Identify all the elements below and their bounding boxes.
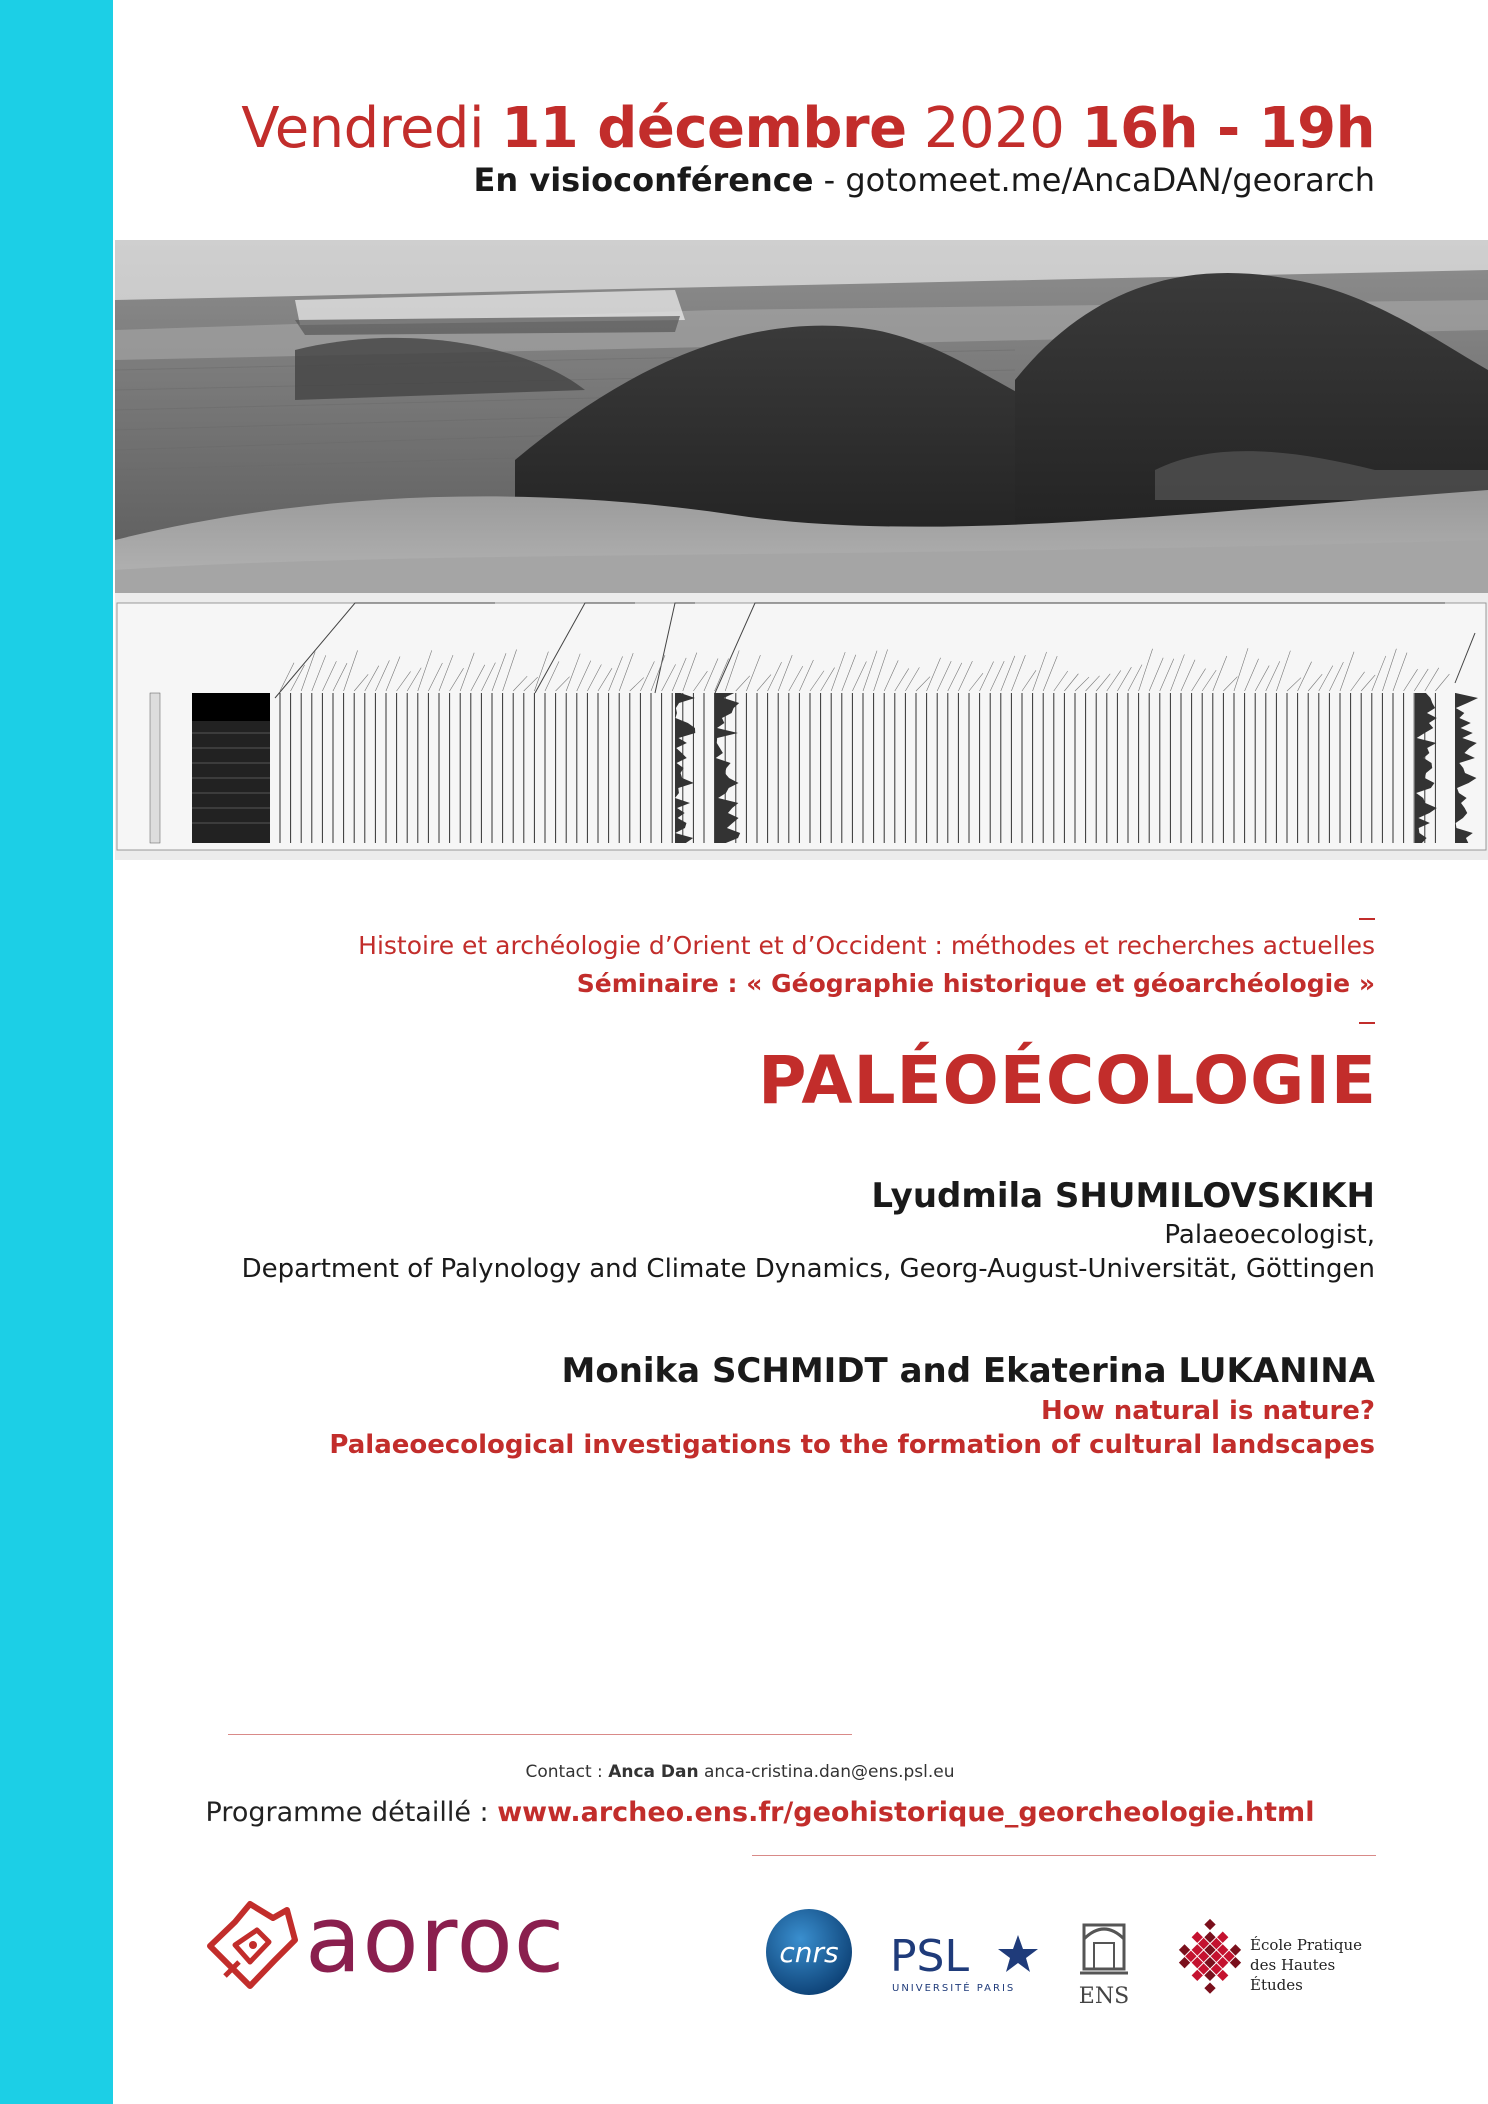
psl-logo-subtitle: UNIVERSITÉ PARIS xyxy=(892,1983,1016,1994)
meeting-link[interactable]: gotomeet.me/AncaDAN/georarch xyxy=(845,161,1375,199)
contact-line xyxy=(300,1760,1180,1784)
talk-title-line1: How natural is nature? xyxy=(1041,1396,1375,1426)
divider-dash-top xyxy=(1359,918,1375,920)
ephe-logo-text xyxy=(1250,1935,1380,1995)
event-date: 11 décembre xyxy=(501,96,907,161)
aoroc-logo-text: aoroc xyxy=(305,1886,566,1993)
seminar-title: Séminaire : « Géographie historique et géoarchéologie » xyxy=(576,969,1375,998)
event-date-line xyxy=(150,96,1375,162)
ens-logo-text: ENS xyxy=(1078,1984,1130,2009)
mode-separator: - xyxy=(813,161,846,199)
cnrs-logo-text: cnrs xyxy=(779,1936,839,1969)
ens-logo xyxy=(1072,1915,1142,2010)
program-url-link[interactable]: www.archeo.ens.fr/geohistorique_georcheologie.html xyxy=(497,1797,1315,1828)
program-line xyxy=(160,1795,1360,1831)
landscape-photo xyxy=(115,240,1488,593)
ephe-line2: des Hautes Études xyxy=(1250,1956,1336,1994)
program-label: Programme détaillé : xyxy=(205,1797,498,1828)
event-year: 2020 xyxy=(906,96,1082,161)
rule-right xyxy=(752,1855,1376,1856)
pollen-diagram xyxy=(115,593,1488,860)
divider-dash-bottom xyxy=(1359,1022,1375,1024)
pollen-diagram-svg xyxy=(115,593,1488,860)
psl-logo xyxy=(890,1925,1040,2005)
psl-logo-text: PSL xyxy=(890,1931,969,1982)
rule-left xyxy=(228,1734,852,1735)
cnrs-logo xyxy=(764,1907,854,1997)
event-day: Vendredi xyxy=(241,96,502,161)
ephe-line1: École Pratique xyxy=(1250,1936,1362,1954)
main-title: PALÉOÉCOLOGIE xyxy=(758,1042,1377,1119)
landscape-photo-svg xyxy=(115,240,1488,593)
speaker1-role: Palaeoecologist, xyxy=(1164,1220,1375,1250)
contact-label: Contact : xyxy=(525,1762,609,1782)
ephe-logo-icon xyxy=(1170,1917,1250,1997)
event-time: 16h - 19h xyxy=(1081,96,1375,161)
visio-line xyxy=(150,160,1375,200)
speaker1-name: Lyudmila SHUMILOVSKIKH xyxy=(871,1176,1375,1216)
event-mode: En visioconférence xyxy=(473,161,814,199)
talk-title-line2: Palaeoecological investigations to the formation of cultural landscapes xyxy=(329,1430,1375,1460)
cyan-side-stripe xyxy=(0,0,113,2104)
series-title: Histoire et archéologie d’Orient et d’Occident : méthodes et recherches actuelles xyxy=(358,931,1375,960)
speaker1-affiliation: Department of Palynology and Climate Dynamics, Georg-August-Universität, Göttingen xyxy=(241,1254,1375,1284)
speaker2-name: Monika SCHMIDT and Ekaterina LUKANINA xyxy=(561,1351,1375,1391)
contact-email[interactable]: anca-cristina.dan@ens.psl.eu xyxy=(698,1762,955,1782)
contact-name: Anca Dan xyxy=(608,1762,699,1782)
aoroc-logo-icon xyxy=(195,1900,305,1990)
